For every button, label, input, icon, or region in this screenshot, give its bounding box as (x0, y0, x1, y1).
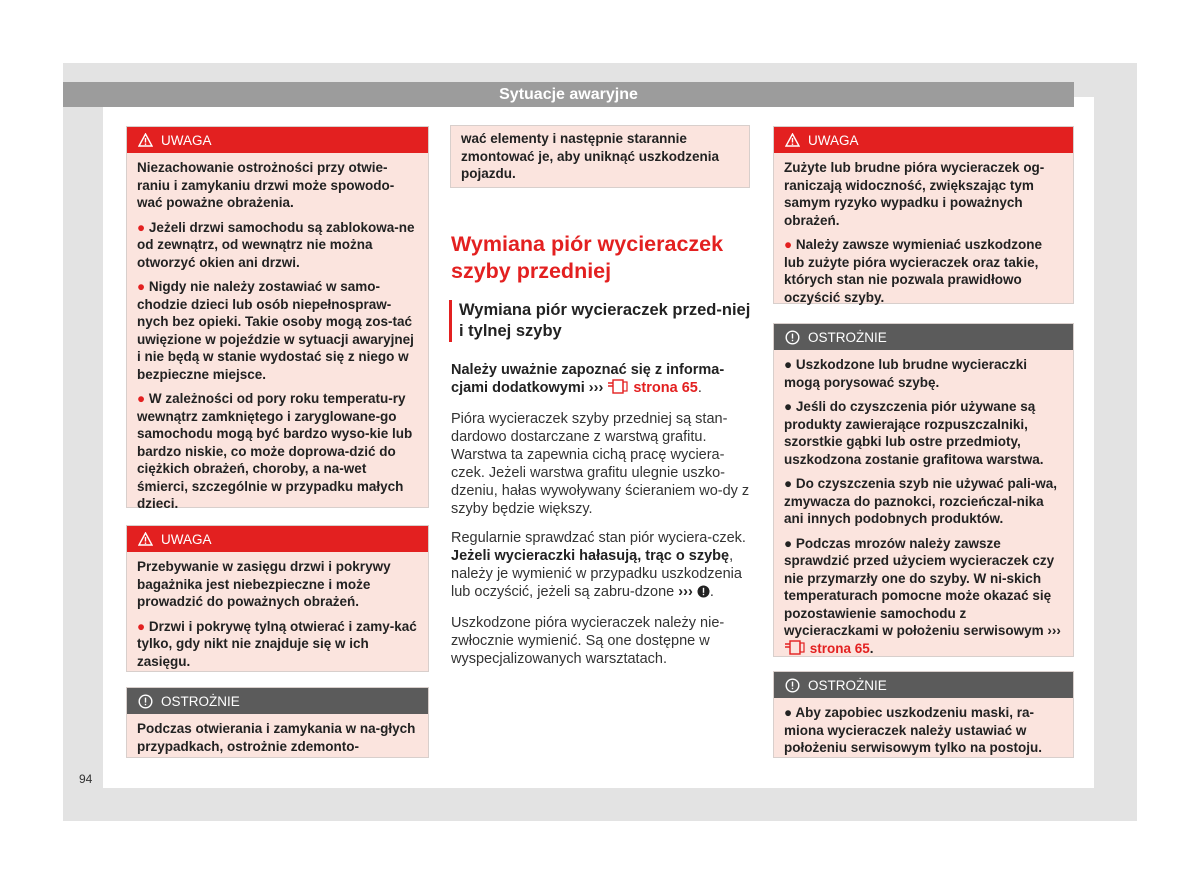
reference-arrow-icon: ››› (588, 380, 604, 396)
bullet-icon: ● (137, 279, 146, 294)
bullet-icon: ● (784, 705, 793, 720)
warning-label: UWAGA (808, 132, 859, 148)
intro-paragraph: Należy uważnie zapoznać się z informa-cjami dodatkowymi ››› strona 65. (451, 361, 753, 399)
page-number: 94 (79, 772, 93, 786)
caution-bullet: ● Aby zapobiec uszkodzeniu maski, ra-miona wycieraczek należy ustawiać w położeniu serwisowym tylko na postoju. (784, 705, 1043, 755)
warning-box-wipers (773, 126, 1074, 304)
caution-box-emergency (126, 687, 429, 758)
caution-label: OSTROŻNIE (808, 677, 887, 693)
warning-bullet: ● W zależności od pory roku temperatu-ry wewnątrz zamkniętego i zaryglowane-go samochodu mogą być bardzo wyso-kie lub bardzo niskie, co może doprowa-dzić do ciężkich obrażeń, choroby, a na-wet śmierci, szczególnie w przypadku małych dzieci. (137, 391, 413, 511)
caution-text: Podczas otwierania i zamykania w na-głych przypadkach, ostrożnie zdemonto- (137, 721, 416, 754)
warning-intro: Zużyte lub brudne pióra wycieraczek og-raniczają widoczność, zwiększając tym samym ryzyko wypadku i poważnych obrażeń. (784, 160, 1045, 228)
caution-box-wipers (773, 323, 1074, 657)
body-text (451, 361, 753, 679)
warning-bullet: ● Drzwi i pokrywę tylną otwierać i zamy-kać tylko, gdy nikt nie znajduje się w ich zasięgu. (137, 618, 417, 669)
caution-label: OSTROŻNIE (808, 329, 887, 345)
caution-reference-icon (697, 585, 710, 603)
warning-box-trunk (126, 525, 429, 672)
section-title: Sytuacje awaryjne (499, 86, 638, 103)
caution-bullet: ● Do czyszczenia szyb nie używać pali-wa, zmywacza do paznokci, rozcieńczal-nika ani innych podobnych produktów. (784, 476, 1058, 526)
warning-header (127, 526, 428, 552)
warning-triangle-icon (784, 132, 800, 148)
subsection-heading: Wymiana piór wycieraczek przed-niej i tylnej szyby (449, 300, 751, 342)
section-heading: Wymiana piór wycieraczek szyby przedniej (451, 232, 724, 283)
page-reference-link[interactable]: strona 65 (809, 640, 870, 656)
caution-box-hood (773, 671, 1074, 758)
paragraph: Regularnie sprawdzać stan piór wyciera-czek. Jeżeli wycieraczki hałasują, trąc o szybę, należy je wymienić w przypadku uszkodzenia lub oczyścić, jeżeli są zabru-dzone ››› . (451, 529, 753, 603)
warning-header (774, 127, 1073, 153)
caution-bullet: ● Podczas mrozów należy zawsze sprawdzić przed użyciem wycieraczek czy nie przymarzły one do szyby. W ni-skich temperaturach pomocne może okazać się pozostawienie samochodu z wycieraczkami w położeniu serwisowym ››› strona 65. (784, 535, 1063, 660)
bullet-icon: ● (137, 618, 146, 634)
reference-arrow-icon: ››› (678, 584, 693, 600)
warning-triangle-icon (137, 531, 153, 547)
book-reference-icon (607, 379, 629, 399)
warning-intro: Niezachowanie ostrożności przy otwie-raniu i zamykaniu drzwi może spowodo-wać poważne obrażenia. (137, 160, 395, 210)
caution-bullet: ● Uszkodzone lub brudne wycieraczki mogą porysować szybę. (784, 357, 1027, 390)
caution-header (774, 672, 1073, 698)
bullet-icon: ● (784, 476, 793, 491)
reference-arrow-icon: ››› (1047, 623, 1061, 638)
warning-label: UWAGA (161, 531, 212, 547)
caution-circle-icon (784, 677, 800, 693)
warning-label: UWAGA (161, 132, 212, 148)
paragraph: Uszkodzone pióra wycieraczek należy nie-zwłocznie wymienić. Są one dostępne w wyspecjalizowanych warsztatach. (451, 615, 725, 667)
caution-box-continuation (450, 125, 750, 188)
warning-bullet: ● Jeżeli drzwi samochodu są zablokowa-ne od zewnątrz, od wewnątrz nie można otworzyć okien ani drzwi. (137, 219, 415, 270)
page-reference-link[interactable]: strona 65 (633, 380, 698, 396)
caution-continuation-text: wać elementy i następnie starannie zmontować je, aby uniknąć uszkodzenia pojazdu. (461, 131, 720, 181)
section-header (63, 82, 1074, 107)
caution-header (127, 688, 428, 714)
caution-header (774, 324, 1073, 350)
warning-intro: Przebywanie w zasięgu drzwi i pokrywy bagażnika jest niebezpieczne i może prowadzić do poważnych obrażeń. (137, 559, 391, 609)
bullet-icon: ● (137, 391, 146, 406)
caution-circle-icon (784, 329, 800, 345)
warning-box-doors (126, 126, 429, 511)
paragraph: Pióra wycieraczek szyby przedniej są stan-dardowo dostarczane z warstwą grafitu. Warstwa ta zapewnia cichą pracę wyciera-czek. Jeżeli warstwa grafitu ulegnie uszko-dzeniu, hałas wywoływany ścieraniem wo-dy z szyby będzie większy. (451, 411, 750, 517)
warning-bullet: ● Należy zawsze wymieniać uszkodzone lub zużyte pióra wycieraczek oraz takie, których stan nie pozwala prawidłowo oczyścić szyby. (784, 237, 1043, 305)
warning-header (127, 127, 428, 153)
bullet-icon: ● (784, 399, 793, 414)
caution-label: OSTROŻNIE (161, 693, 240, 709)
bullet-icon: ● (784, 237, 793, 252)
bullet-icon: ● (137, 219, 146, 235)
warning-triangle-icon (137, 132, 153, 148)
bullet-icon: ● (784, 357, 793, 372)
caution-bullet: ● Jeśli do czyszczenia piór używane są produkty zawierające rozpuszczalniki, szorstkie gąbki lub ostre przedmioty, uszkodzona zostanie grafitowa warstwa. (784, 399, 1044, 467)
warning-bullet: ● Nigdy nie należy zostawiać w samo-chodzie dzieci lub osób niepełnospraw-nych bez opieki. Takie osoby mogą zos-tać uwięzione w pojeździe w sytuacji awaryjnej i nie będą w stanie wydostać się z niego w bezpieczne miejsce. (137, 279, 414, 382)
book-reference-icon (784, 640, 806, 660)
caution-circle-icon (137, 693, 153, 709)
bullet-icon: ● (784, 535, 793, 551)
